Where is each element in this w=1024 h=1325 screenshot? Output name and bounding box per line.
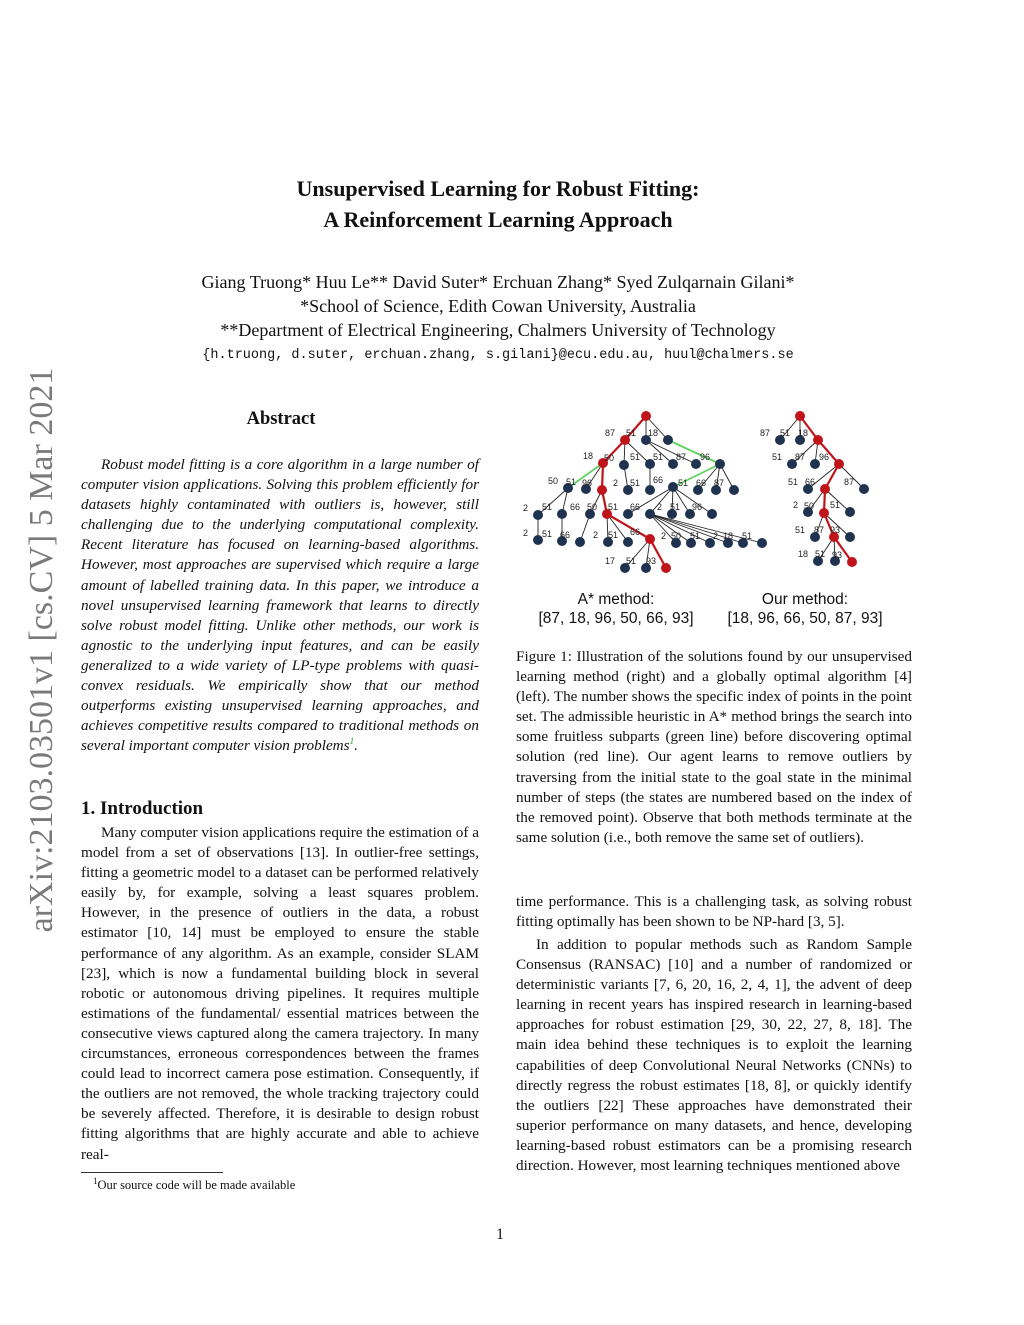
abstract-text: Robust model fitting is a core algorithm in a large number of computer vision applications. Solving this problem efficiently for datasets highly contaminated with outliers is, however, still challenging due to the underlying computational complexity. Recent literature has focused on learning-based algorithms. However, most approaches are supervised which require a large amount of labelled training data. In this paper, we introduce a novel unsupervised learning framework that learns to directly solve robust model fitting. Unlike other methods, our work is agnostic to the underlying input features, and can be easily generalized to a wide variety of LP-type problems with quasi-convex residuals. We empirically show that our method outperforms existing unsupervised learning approaches, and achieves competitive results compared to traditional methods on several important computer vision problems [81,456,479,755]
left-node-b96 [715,459,725,469]
left-method-solution: [87, 18, 96, 50, 66, 93] [538,610,694,627]
right-node-a18 [813,435,823,445]
right-node-label-b87: 87 [794,452,805,462]
intro-paragraph-2 [516,892,912,932]
right-node-label-f51: 51 [814,549,825,559]
affiliation-1: *School of Science, Edith Cowan University, Australia [300,296,696,316]
title-line-2: A Reinforcement Learning Approach [323,207,673,232]
left-node-label-f93: 93 [645,556,656,566]
left-node-label-c87: 87 [713,478,724,488]
left-node-c66 [668,482,678,492]
left-node-label-d2: 2 [522,503,528,513]
left-node-label-b51b: 51 [652,452,663,462]
intro-p3-text: In addition to popular methods such as Random Sample Consensus (RANSAC) [10] and a number of randomized or deterministic variants [7, 6, 20, 16, 2, 4, 1], the advent of deep learning in recent years has inspired research in learning-based approaches for robust estimation [29, 30, 22, 27, 8, 18]. The main idea behind these techniques is to exploit the learning capabilities of deep Convolutional Neural Networks (CNNs) to directly regress the robust estimates [18, 8], or quickly identify the outliers [22] These approaches have demonstrated their superior performance on many datasets, and hence, developing learning-based robust estimators can be a promising research direction. However, most learning techniques mentioned above [516,936,912,1175]
left-node-label-d66: 66 [569,502,580,512]
intro-paragraph-1 [81,823,479,1165]
left-node-label-d51: 51 [541,502,552,512]
intro-heading: 1. Introduction [81,798,204,819]
right-node-label-c51: 51 [787,477,798,487]
arxiv-id: arXiv:2103.03501v1 [cs.CV] 5 Mar 2021 [23,367,60,933]
right-node-label-d51: 51 [829,500,840,510]
intro-paragraph-3 [516,935,912,1176]
left-node-label-e51d: 51 [741,531,752,541]
left-node-label-b51: 51 [629,452,640,462]
left-node-label-e51b: 51 [607,530,618,540]
left-node-label-e66b: 66 [629,527,640,537]
left-node-label-c2: 2 [612,478,618,488]
footnote-text: Our source code will be made available [97,1178,296,1192]
left-node-label-e66: 66 [559,530,570,540]
right-node-label-c66: 66 [804,477,815,487]
figure-1-caption [516,647,912,848]
right-node-label-f93: 93 [831,550,842,560]
abstract-body: Robust model fitting is a core algorithm in a large number of computer vision applications. Solving this problem efficiently for datasets highly contaminated with outliers is, however, still challenging due to the underlying computational complexity. Recent literature has focused on learning-based algorithms. However, most approaches are supervised which require a large amount of labelled training data. In this paper, we introduce a novel unsupervised learning framework that learns to directly solve robust model fitting. Unlike other methods, our work is agnostic to the underlying input features, and can be easily generalized to a wide variety of LP-type problems with quasi-convex residuals. We empirically show that our method outperforms existing unsupervised learning approaches, and achieves competitive results compared to traditional methods on several important computer vision problems$^1$. [81,456,479,755]
left-node-e66b [645,534,655,544]
right-node-label-e51: 51 [794,525,805,535]
right-node-label-d2: 2 [792,500,798,510]
left-node-label-f17: 17 [604,556,615,566]
left-node-e51d [757,538,767,548]
left-node-c87 [729,485,739,495]
right-node-label-a18: 18 [797,428,808,438]
author-list: Giang Truong* Huu Le** David Suter* Erchuan Zhang* Syed Zulqarnain Gilani* [201,272,795,292]
left-node-label-c51: 51 [565,477,576,487]
left-node-label-c51b: 51 [629,478,640,488]
left-node-label-d66b: 66 [629,502,640,512]
left-node-label-b96: 96 [699,452,710,462]
left-node-c51b [645,485,655,495]
right-node-label-c87: 87 [843,477,854,487]
left-node-label-c50: 50 [547,476,558,486]
left-node-label-a51: 51 [625,428,636,438]
right-node-f93 [847,557,857,567]
paper-title [150,173,846,235]
abstract-heading: Abstract [246,409,316,429]
right-node-label-a87: 87 [759,428,770,438]
left-node-label-e2: 2 [522,528,528,538]
left-node-label-a87: 87 [604,428,615,438]
left-node-d66b [645,509,655,519]
left-node-label-c66b: 66 [695,478,706,488]
title-line-1: Unsupervised Learning for Robust Fitting: [296,176,700,201]
right-node-label-b96: 96 [818,452,829,462]
left-node-d51 [557,509,567,519]
footnote-rule [81,1172,223,1173]
right-node-b96 [834,459,844,469]
left-node-label-e2b: 2 [592,530,598,540]
left-node-label-d51b: 51 [607,502,618,512]
left-node-label-e2d: 2 [712,531,718,541]
footnote [93,1175,296,1193]
right-node-label-a51: 51 [779,428,790,438]
right-node-d51 [845,507,855,517]
right-node-label-b51: 51 [771,452,782,462]
left-node-label-c96: 96 [581,478,592,488]
left-node-label-b50: 50 [603,453,614,463]
right-node-label-e87: 87 [813,525,824,535]
right-node-e93 [845,532,855,542]
arxiv-sidebar-stamp [14,355,70,945]
abstract-footnote-mark[interactable]: 1 [349,736,355,747]
left-node-e66 [575,537,585,547]
left-method-label: A* method: [577,591,655,608]
figure-caption-text: Figure 1: Illustration of the solutions found by our unsupervised learning method (right) and a globally optimal algorithm [4] (left). The number shows the specific index of points in the point set. The admissible heuristic in A* method brings the search into some fruitless subparts (green line) before discovering optimal solution (red line). Our agent learns to remove outliers by traversing from the initial state to the goal state in the minimal number of steps (the states are numbered based on the index of the removed point). Observe that both methods terminate at the same solution (i.e., both remove the same set of outliers). [516,648,912,846]
right-node-r [795,411,805,421]
right-method-label: Our method: [761,591,849,608]
left-node-label-a18: 18 [647,428,658,438]
left-node-label-b87: 87 [675,452,686,462]
left-node-label-e51c: 51 [689,531,700,541]
right-node-d50 [819,508,829,518]
left-node-label-b18: 18 [582,451,593,461]
left-node-label-e18: 18 [722,531,733,541]
left-node-a18 [663,435,673,445]
left-node-r [641,411,651,421]
left-node-label-f51: 51 [625,556,636,566]
affiliation-2: **Department of Electrical Engineering, Chalmers University of Technology [220,320,776,340]
right-node-c66 [820,484,830,494]
left-node-label-e51: 51 [541,529,552,539]
right-node-label-d50: 50 [803,501,814,511]
right-node-label-f18: 18 [797,549,808,559]
intro-p2-text: time performance. This is a challenging task, as solving robust fitting optimally has been shown to be NP-hard [3, 5]. [516,893,912,931]
left-node-label-c66: 66 [652,475,663,485]
figure-1-tree-diagram [522,403,920,639]
left-node-d96 [707,509,717,519]
left-node-b50 [619,460,629,470]
right-method-solution: [18, 96, 66, 50, 87, 93] [727,610,883,627]
left-node-label-d96: 96 [691,502,702,512]
left-node-label-d2b: 2 [656,502,662,512]
left-node-label-e50: 50 [670,531,681,541]
left-node-label-c51c: 51 [677,478,688,488]
footnote-number: 1 [93,1175,98,1186]
left-node-f93 [661,563,671,573]
left-node-c96 [597,485,607,495]
left-node-e51b [623,537,633,547]
page-number: 1 [496,1226,504,1243]
right-node-c87 [859,484,869,494]
right-node-label-e93: 93 [829,525,840,535]
intro-p1-text: Many computer vision applications require the estimation of a model from a set of observations [13]. In outlier-free settings, fitting a geometric model to a dataset can be performed relatively easily by, for example, solving a least squares problem. However, in the presence of outliers in the data, a robust estimator [10, 14] must be employed to ensure the stable performance of any algorithm. As an example, consider SLAM [23], which is now a fundamental building block in several robotic or autonomous driving pipelines. It requires multiple estimations of the fundamental/ essential matrices between the consecutive views captured along the camera trajectory. In many circumstances, erroneous correspondences between the frames could lead to incorrect camera pose estimation. Consequently, if the outliers are not removed, the whole tracking trajectory could be severely affected. Therefore, it is desirable to design robust fitting algorithms that are highly accurate and able to achieve real- [81,824,479,1163]
left-node-label-d50: 50 [586,502,597,512]
left-node-label-d51c: 51 [669,502,680,512]
author-emails: {h.truong, d.suter, erchuan.zhang, s.gilani}@ecu.edu.au, huul@chalmers.se [202,348,794,363]
left-node-label-e2c: 2 [660,531,666,541]
